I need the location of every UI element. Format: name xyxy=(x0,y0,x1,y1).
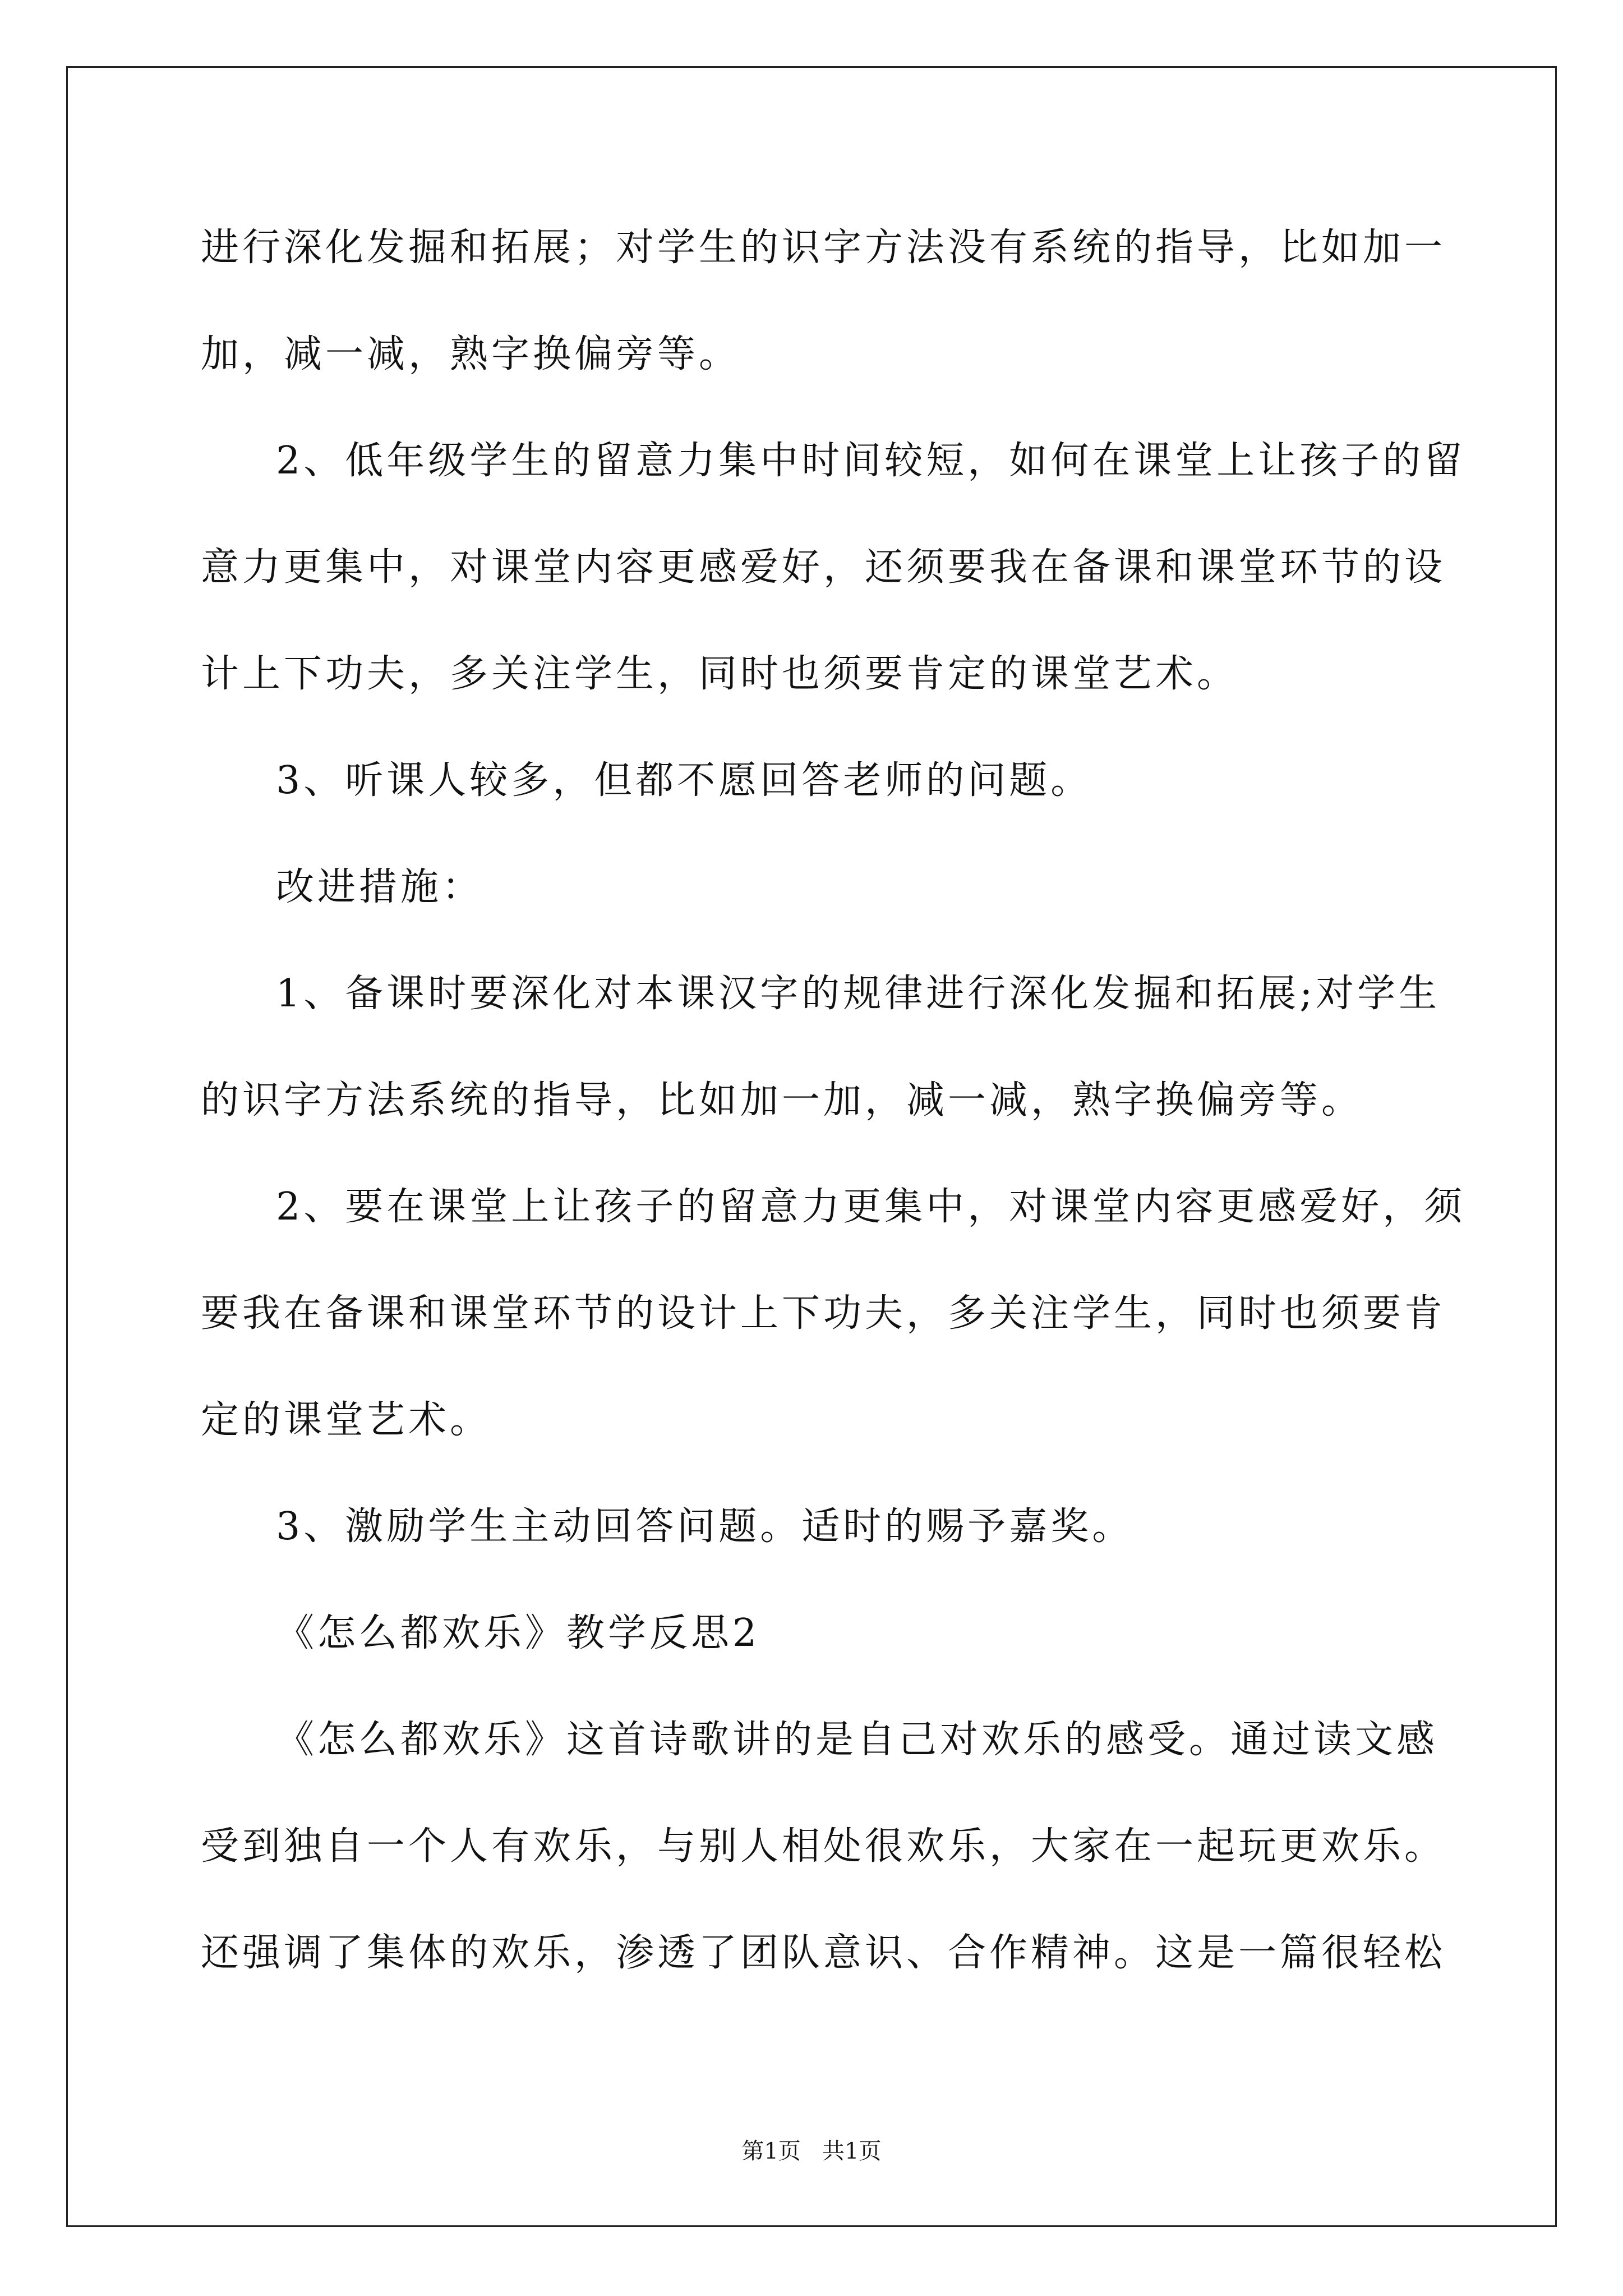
text-line: 计上下功夫，多关注学生，同时也须要肯定的课堂艺术。 xyxy=(201,652,1239,696)
page-frame xyxy=(66,66,1557,2227)
section-title: 《怎么都欢乐》教学反思2 xyxy=(276,1611,760,1655)
paragraph-start: 《怎么都欢乐》这首诗歌讲的是自己对欢乐的感受。通过读文感 xyxy=(276,1718,1438,1762)
text-line: 还强调了集体的欢乐，渗透了团队意识、合作精神。这是一篇很轻松 xyxy=(201,1931,1446,1975)
text-line: 要我在备课和课堂环节的设计上下功夫，多关注学生，同时也须要肯 xyxy=(201,1291,1446,1336)
text-line: 意力更集中，对课堂内容更感爱好，还须要我在备课和课堂环节的设 xyxy=(201,545,1446,590)
text-line: 进行深化发掘和拓展；对学生的识字方法没有系统的指导，比如加一 xyxy=(201,226,1446,270)
paragraph-start: 3、激励学生主动回答问题。适时的赐予嘉奖。 xyxy=(276,1504,1134,1549)
text-line: 加，减一减，熟字换偏旁等。 xyxy=(201,332,741,376)
page-number-footer: 第1页 共1页 xyxy=(741,2138,882,2164)
text-line: 定的课堂艺术。 xyxy=(201,1398,492,1442)
text-line: 的识字方法系统的指导，比如加一加，减一减，熟字换偏旁等。 xyxy=(201,1078,1363,1122)
paragraph-start: 1、备课时要深化对本课汉字的规律进行深化发掘和拓展;对学生 xyxy=(276,972,1441,1016)
paragraph-start: 3、听课人较多，但都不愿回答老师的问题。 xyxy=(276,758,1092,803)
text-line: 受到独自一个人有欢乐，与别人相处很欢乐，大家在一起玩更欢乐。 xyxy=(201,1824,1446,1869)
paragraph-start: 2、低年级学生的留意力集中时间较短，如何在课堂上让孩子的留 xyxy=(276,439,1466,483)
paragraph-start: 2、要在课堂上让孩子的留意力更集中，对课堂内容更感爱好，须 xyxy=(276,1185,1466,1229)
section-heading: 改进措施： xyxy=(276,865,484,909)
